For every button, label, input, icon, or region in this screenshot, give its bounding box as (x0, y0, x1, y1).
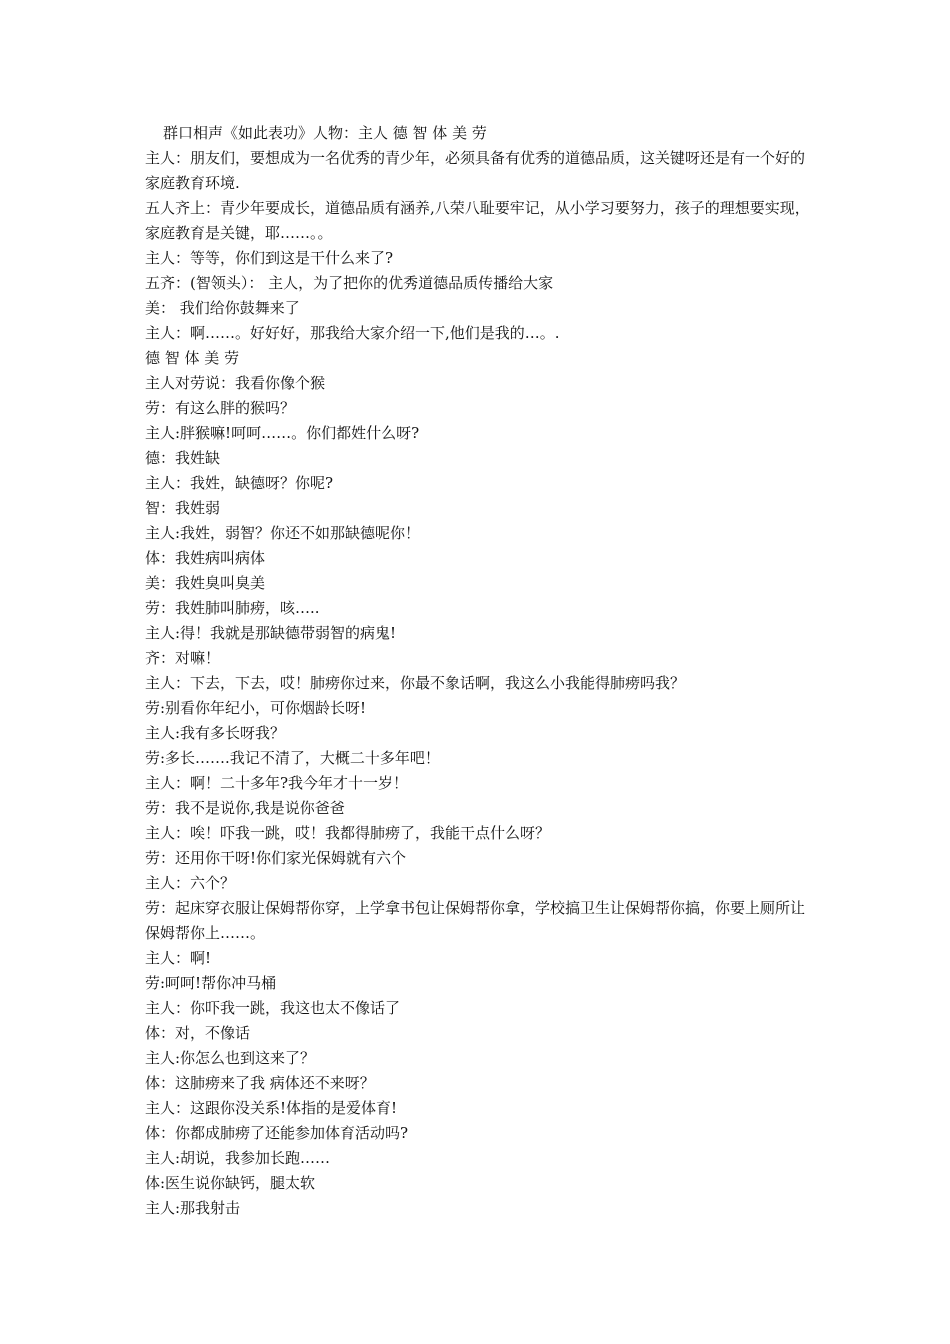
dialogue-line: 体：我姓病叫病体 (145, 549, 266, 567)
dialogue-line: 主人对劳说：我看你像个猴 (145, 374, 326, 392)
dialogue-line: 体：对，不像话 (145, 1024, 251, 1042)
dialogue-line: 主人：这跟你没关系!体指的是爱体育! (145, 1099, 398, 1117)
dialogue-line: 劳：我不是说你,我是说你爸爸 (145, 799, 345, 817)
dialogue-line: 主人:你怎么也到这来了？ (145, 1049, 316, 1067)
character-list: 德 智 体 美 劳 (145, 349, 240, 367)
dialogue-line: 主人:我有多长呀我？ (145, 724, 286, 742)
dialogue-line: 主人：啊……。好好好，那我给大家介绍一下,他们是我的…。. (145, 324, 560, 342)
document-title: 群口相声《如此表功》人物：主人 德 智 体 美 劳 (163, 124, 487, 142)
dialogue-line: 劳：有这么胖的猴吗？ (145, 399, 296, 417)
dialogue-line: 主人：啊! (145, 949, 212, 967)
dialogue-line: 劳：起床穿衣服让保姆帮你穿，上学拿书包让保姆帮你拿，学校搞卫生让保姆帮你搞，你要上厕所让保姆帮你上……。 (145, 899, 806, 942)
dialogue-line: 体：你都成肺痨了还能参加体育活动吗? (145, 1124, 409, 1142)
dialogue-line: 主人：我姓，缺德呀？你呢? (145, 474, 334, 492)
dialogue-line: 主人：等等，你们到这是干什么来了? (145, 249, 394, 267)
dialogue-line: 主人:我姓，弱智？你还不如那缺德呢你！ (145, 524, 421, 542)
dialogue-line: 美：我姓臭叫臭美 (145, 574, 266, 592)
dialogue-line: 主人:胡说，我参加长跑…… (145, 1149, 331, 1167)
dialogue-line: 劳：我姓肺叫肺痨，咳….. (145, 599, 320, 617)
dialogue-line: 主人：啊！二十多年?我今年才十一岁！ (145, 774, 409, 792)
dialogue-line: 主人:那我射击 (145, 1199, 241, 1217)
dialogue-line: 主人:胖猴嘛!呵呵……。你们都姓什么呀? (145, 424, 420, 442)
dialogue-line: 主人：下去，下去，哎！肺痨你过来，你最不象话啊，我这么小我能得肺痨吗我？ (145, 674, 686, 692)
dialogue-line: 五人齐上：青少年要成长，道德品质有涵养,八荣八耻要牢记，从小学习要努力，孩子的理想要实现，家庭教育是关键，耶……。。 (145, 199, 810, 242)
document-page (145, 121, 815, 1221)
dialogue-line: 劳:多长…….我记不清了，大概二十多年吧！ (145, 749, 440, 767)
dialogue-line: 体：这肺痨来了我 病体还不来呀？ (145, 1074, 375, 1092)
dialogue-line: 主人：朋友们，要想成为一名优秀的青少年，必须具备有优秀的道德品质，这关键呀还是有一个好的家庭教育环境. (145, 149, 806, 192)
dialogue-line: 德：我姓缺 (145, 449, 221, 467)
dialogue-line: 主人：六个？ (145, 874, 236, 892)
dialogue-line: 劳：还用你干呀!你们家光保姆就有六个 (145, 849, 407, 867)
dialogue-line: 劳:呵呵!帮你冲马桶 (145, 974, 277, 992)
dialogue-line: 主人：唉！吓我一跳，哎！我都得肺痨了，我能干点什么呀？ (145, 824, 551, 842)
dialogue-line: 智：我姓弱 (145, 499, 221, 517)
dialogue-line: 主人：你吓我一跳，我这也太不像话了 (145, 999, 401, 1017)
dialogue-line: 主人:得！我就是那缺德带弱智的病鬼! (145, 624, 397, 642)
dialogue-line: 五齐：(智领头）： 主人，为了把你的优秀道德品质传播给大家 (145, 274, 554, 292)
dialogue-line: 劳:别看你年纪小，可你烟龄长呀! (145, 699, 367, 717)
dialogue-line: 体:医生说你缺钙，腿太软 (145, 1174, 316, 1192)
dialogue-line: 齐：对嘛！ (145, 649, 221, 667)
dialogue-line: 美： 我们给你鼓舞来了 (145, 299, 300, 317)
